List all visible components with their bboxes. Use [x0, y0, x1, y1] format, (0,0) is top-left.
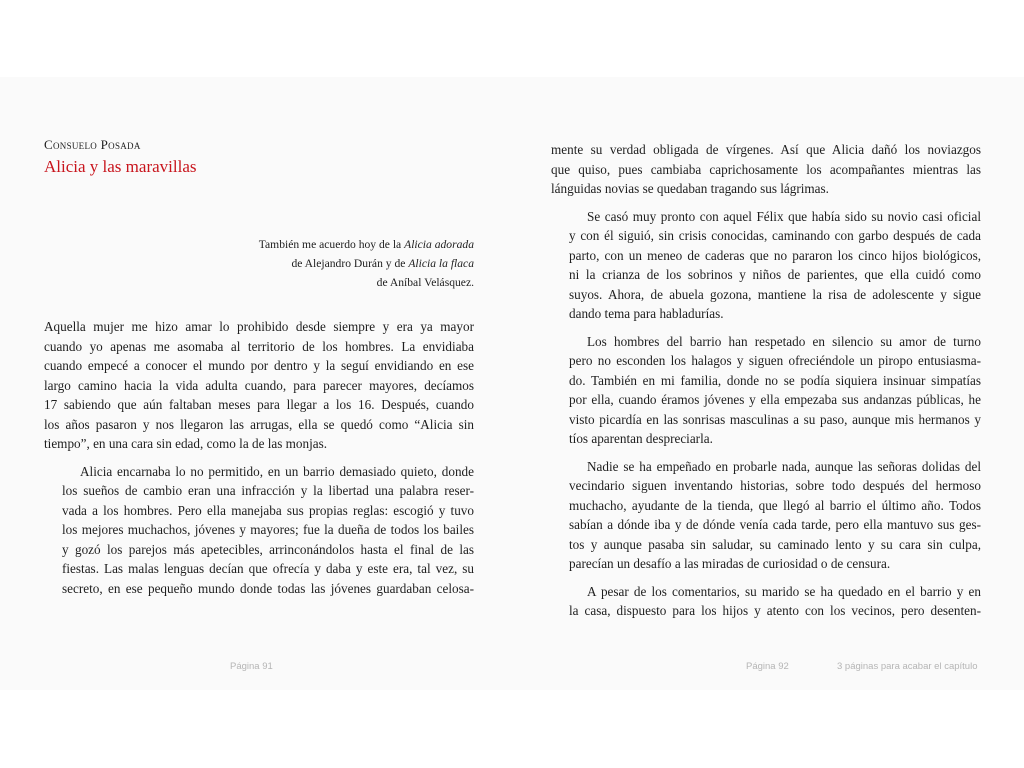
text-line: la casa, dispuesto para los hijos y atento con los vecinos, pero desenten-	[569, 603, 981, 618]
text-line: do. También en mi familia, donde no se podía siquiera insinuar simpatías	[569, 372, 981, 388]
text-line: tiempo”, en una cara sin edad, como la de las monjas.	[44, 436, 328, 451]
text-line: visto picardía en las sonrisas masculinas a su paso, aunque mis hermanos y	[569, 411, 981, 427]
author-name: Consuelo Posada	[44, 137, 141, 152]
epigraph-text: de Alejandro Durán y de	[291, 257, 409, 270]
text-line: largo camino hacia la vida adulta cuando, para parecer mayores, decíamos	[44, 377, 474, 393]
text-line: Los hombres del barrio han respetado en silencio su amor de turno	[587, 333, 981, 349]
epigraph-song-title: Alicia la flaca	[408, 257, 474, 270]
text-line: 17 sabiendo que aún faltaban meses para llegar a los 16. Después, cuando	[44, 397, 474, 412]
text-line: los sueños de cambio eran una infracción y la libertad una palabra reser-	[62, 483, 474, 498]
epigraph-line-2	[114, 254, 474, 273]
text-line: cuando empecé a conocer el mundo por dentro y la seguí envidiando en ese	[44, 358, 474, 373]
text-line: A pesar de los comentarios, su marido se ha quedado en el barrio y en	[587, 583, 981, 599]
paragraph	[551, 582, 981, 621]
text-line: suyos. Ahora, de abuela gozona, mantiene la risa de adolescente y sigue	[569, 286, 981, 302]
text-line: sabían a dónde iba y de dónde venía cada tarde, pero ella mantuvo sus ges-	[569, 517, 981, 532]
text-line: Se casó muy pronto con aquel Félix que había sido su novio casi oficial	[587, 208, 981, 224]
right-page[interactable]	[551, 77, 981, 690]
epigraph-line-3: de Aníbal Velásquez.	[376, 276, 474, 289]
right-body-text	[551, 140, 981, 629]
chapter-title: Alicia y las maravillas	[44, 157, 197, 176]
pages-remaining-label: 3 páginas para acabar el capítulo	[837, 661, 978, 672]
paragraph	[44, 462, 474, 599]
text-line: que quiso, pues cambiaba caprichosamente los acompañantes mientras las	[551, 161, 981, 177]
epigraph	[114, 235, 474, 292]
epigraph-text: También me acuerdo hoy de la	[258, 238, 405, 251]
epigraph-song-title: Alicia adorada	[404, 238, 474, 251]
text-line: lánguidas novias se quedaban tragando sus lágrimas.	[551, 181, 829, 196]
text-line: cuando yo apenas me asomaba al territorio de los hombres. La envidiaba	[44, 338, 474, 354]
text-line: pero no esconden los halagos y siguen ofreciéndole un piropo entusiasma-	[569, 353, 981, 368]
page-number-right: Página 92	[746, 661, 789, 672]
text-line: mente su verdad obligada de vírgenes. Así que Alicia dañó los noviazgos	[551, 142, 981, 157]
book-reader	[0, 77, 1024, 690]
text-line: secreto, en ese pequeño mundo donde todas las jóvenes guardaban celosa-	[62, 580, 474, 596]
text-line: Nadie se ha empeñado en probarle nada, aunque las señoras dolidas del	[587, 458, 981, 474]
epigraph-line-1	[114, 235, 474, 254]
paragraph	[551, 332, 981, 449]
text-line: parecían un desafío a las miradas de curiosidad o de censura.	[569, 556, 891, 571]
text-line: dando tema para habladurías.	[569, 306, 724, 321]
text-line: y gozó los parejos más apetecibles, arrinconándolos hasta el final de las	[62, 541, 474, 557]
text-line: y con él siguió, sin crisis conocidas, caminando con garbo después de cada	[569, 228, 981, 243]
text-line: vada a los hombres. Pero ella manejaba sus propias reglas: escogió y tuvo	[62, 502, 474, 518]
left-page[interactable]	[44, 77, 474, 690]
text-line: los años pasaron y nos llegaron las arrugas, ella se quedó como “Alicia sin	[44, 416, 474, 432]
text-line: ni la crianza de los sobrinos y niños de parientes, que ella cuidó como	[569, 267, 981, 282]
text-line: tíos aparentan despreciarla.	[569, 431, 713, 446]
text-line: parto, con un meneo de caderas que no pararon los cinco hijos biológicos,	[569, 247, 981, 263]
paragraph	[551, 457, 981, 574]
text-line: muchacho, ayudante de la tienda, que llegó al barrio el último año. Todos	[569, 497, 981, 513]
page-number-left: Página 91	[230, 661, 273, 672]
text-line: tos y aunque pasaba sin saludar, su caminado lento y su cara sin culpa,	[569, 536, 981, 552]
text-line: los mejores muchachos, jóvenes y mayores; fue la dueña de todos los bailes	[62, 522, 474, 537]
paragraph	[551, 207, 981, 324]
left-body-text	[44, 317, 474, 606]
text-line: Aquella mujer me hizo amar lo prohibido desde siempre y era ya mayor	[44, 319, 474, 334]
paragraph	[44, 317, 474, 454]
text-line: Alicia encarnaba lo no permitido, en un barrio demasiado quieto, donde	[80, 463, 474, 479]
paragraph	[551, 140, 981, 199]
text-line: por ella, cuando éramos jóvenes y ella empezaba sus andanzas públicas, he	[569, 392, 981, 407]
text-line: fiestas. Las malas lenguas decían que ofrecía y daba y este era, tal vez, su	[62, 561, 474, 576]
text-line: vecindario siguen inventando historias, sobre todo después del hermoso	[569, 478, 981, 493]
